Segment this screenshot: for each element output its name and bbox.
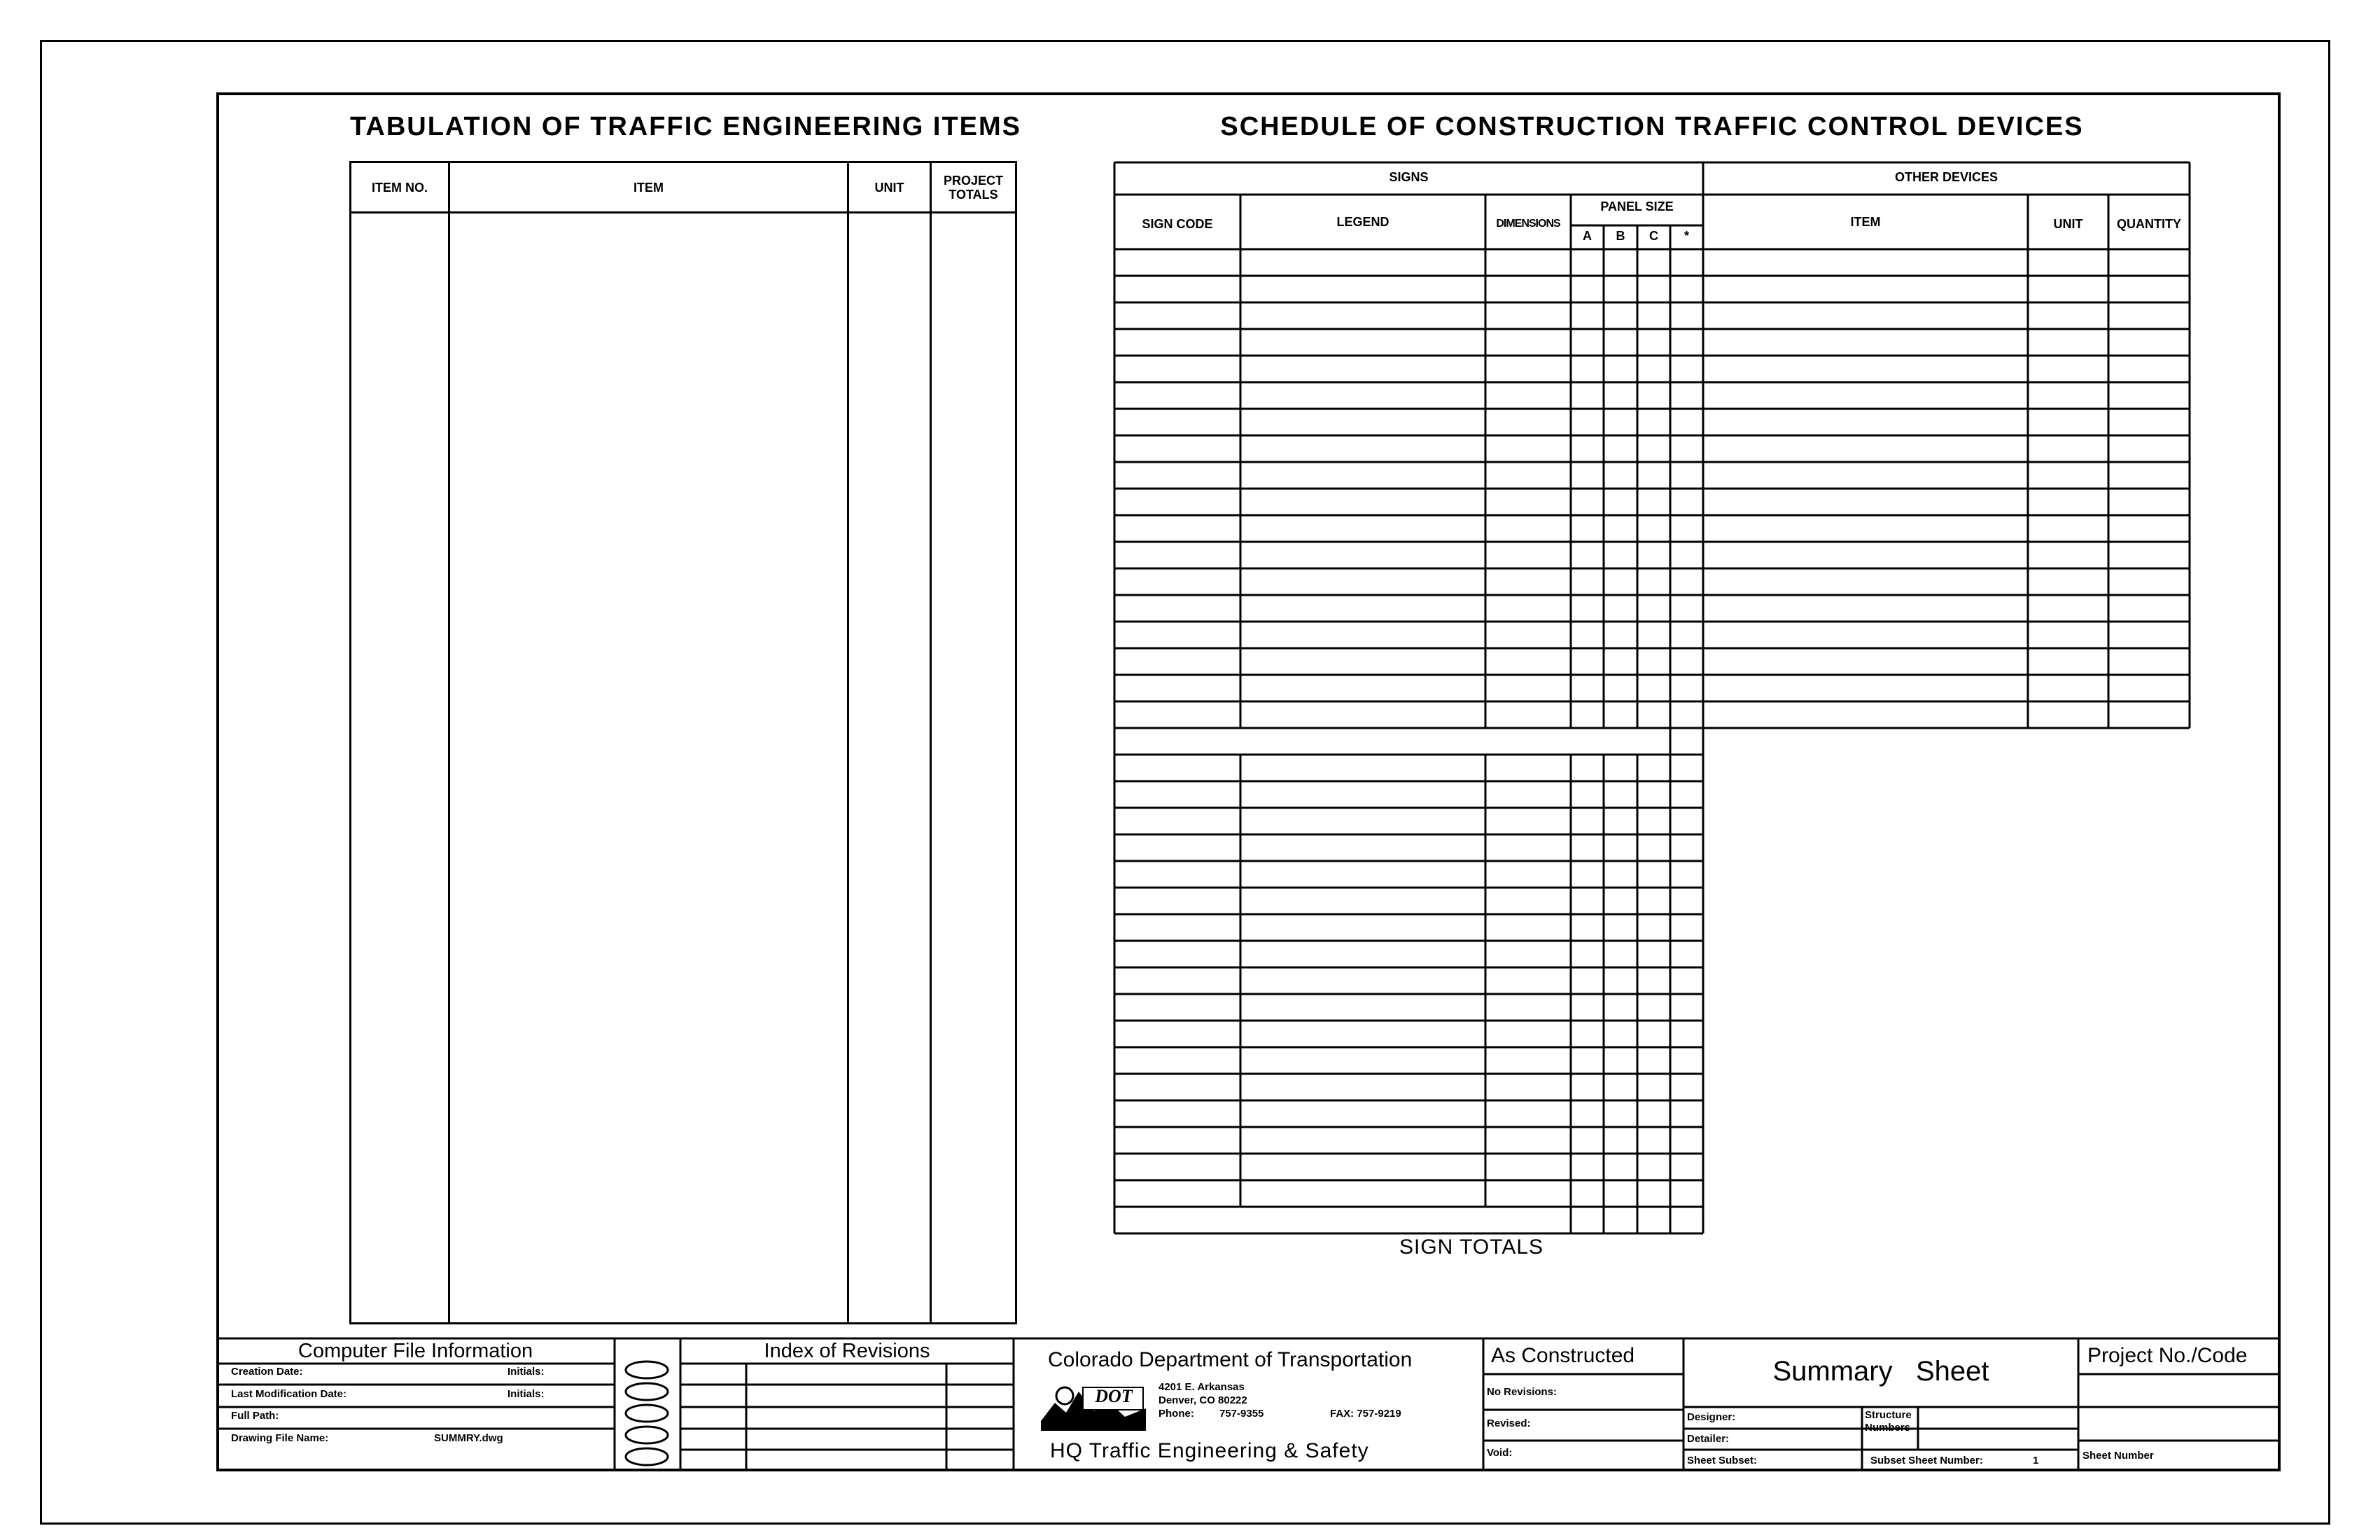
sheet-subset-label: Sheet Subset: xyxy=(1687,1455,1758,1466)
drawing-file-name-value: SUMMRY.dwg xyxy=(434,1432,503,1444)
tabulation-title: TABULATION OF TRAFFIC ENGINEERING ITEMS xyxy=(350,112,1021,141)
col-header-item: ITEM xyxy=(449,162,848,213)
subset-sheet-number-value: 1 xyxy=(2033,1455,2039,1466)
col-header-unit: UNIT xyxy=(848,162,931,213)
structure-numbers-label: Structure Numbers xyxy=(1865,1409,1912,1434)
summary-sheet-title: Summary Sheet xyxy=(1772,1356,1989,1387)
other-devices-header: OTHER DEVICES xyxy=(1894,170,1998,184)
subset-sheet-number-label: Subset Sheet Number: xyxy=(1870,1455,1983,1466)
sign-code-header: SIGN CODE xyxy=(1142,217,1213,231)
col-header-item-no: ITEM NO. xyxy=(351,162,449,213)
phone-label: Phone: xyxy=(1158,1408,1194,1420)
panel-a-header: A xyxy=(1583,229,1592,243)
full-path-label: Full Path: xyxy=(231,1410,279,1422)
revised-label: Revised: xyxy=(1487,1418,1531,1429)
address-line-1: 4201 E. Arkansas xyxy=(1158,1381,1245,1393)
col-header-project-totals: PROJECT TOTALS xyxy=(931,162,1016,213)
cdot-name: Colorado Department of Transportation xyxy=(1048,1348,1413,1371)
sign-totals-label: SIGN TOTALS xyxy=(1399,1236,1544,1259)
project-no-code-title: Project No./Code xyxy=(2087,1344,2248,1367)
initials-label-1: Initials: xyxy=(507,1366,545,1378)
computer-file-info-title: Computer File Information xyxy=(298,1340,533,1362)
initials-label-2: Initials: xyxy=(507,1388,545,1400)
hq-unit-name: HQ Traffic Engineering & Safety xyxy=(1050,1439,1369,1462)
panel-size-header: PANEL SIZE xyxy=(1600,200,1674,214)
designer-label: Designer: xyxy=(1687,1411,1736,1423)
schedule-title: SCHEDULE OF CONSTRUCTION TRAFFIC CONTROL DEVICES xyxy=(1220,112,2084,141)
quantity-header: QUANTITY xyxy=(2117,217,2181,231)
drawing-file-name-label: Drawing File Name: xyxy=(231,1432,329,1444)
panel-b-header: B xyxy=(1616,229,1625,243)
legend-header: LEGEND xyxy=(1336,215,1390,229)
phone-value: 757-9355 xyxy=(1219,1408,1264,1420)
other-item-header: ITEM xyxy=(1850,215,1881,229)
panel-star-header: * xyxy=(1684,229,1689,243)
creation-date-label: Creation Date: xyxy=(231,1366,303,1378)
signs-header: SIGNS xyxy=(1389,170,1429,184)
fax-number: FAX: 757-9219 xyxy=(1330,1408,1401,1420)
last-modification-label: Last Modification Date: xyxy=(231,1388,347,1400)
no-revisions-label: No Revisions: xyxy=(1487,1386,1558,1398)
index-of-revisions-title: Index of Revisions xyxy=(764,1340,930,1362)
dimensions-header: DIMENSIONS xyxy=(1496,218,1560,230)
cdot-logo-text: DOT xyxy=(1095,1386,1133,1406)
sheet-number-label: Sheet Number xyxy=(2082,1450,2154,1462)
cdot-logo xyxy=(1041,1378,1146,1432)
address-line-2: Denver, CO 80222 xyxy=(1158,1394,1247,1406)
void-label: Void: xyxy=(1487,1447,1513,1459)
panel-c-header: C xyxy=(1649,229,1658,243)
as-constructed-title: As Constructed xyxy=(1491,1344,1635,1367)
other-unit-header: UNIT xyxy=(2053,217,2083,231)
detailer-label: Detailer: xyxy=(1687,1433,1730,1445)
